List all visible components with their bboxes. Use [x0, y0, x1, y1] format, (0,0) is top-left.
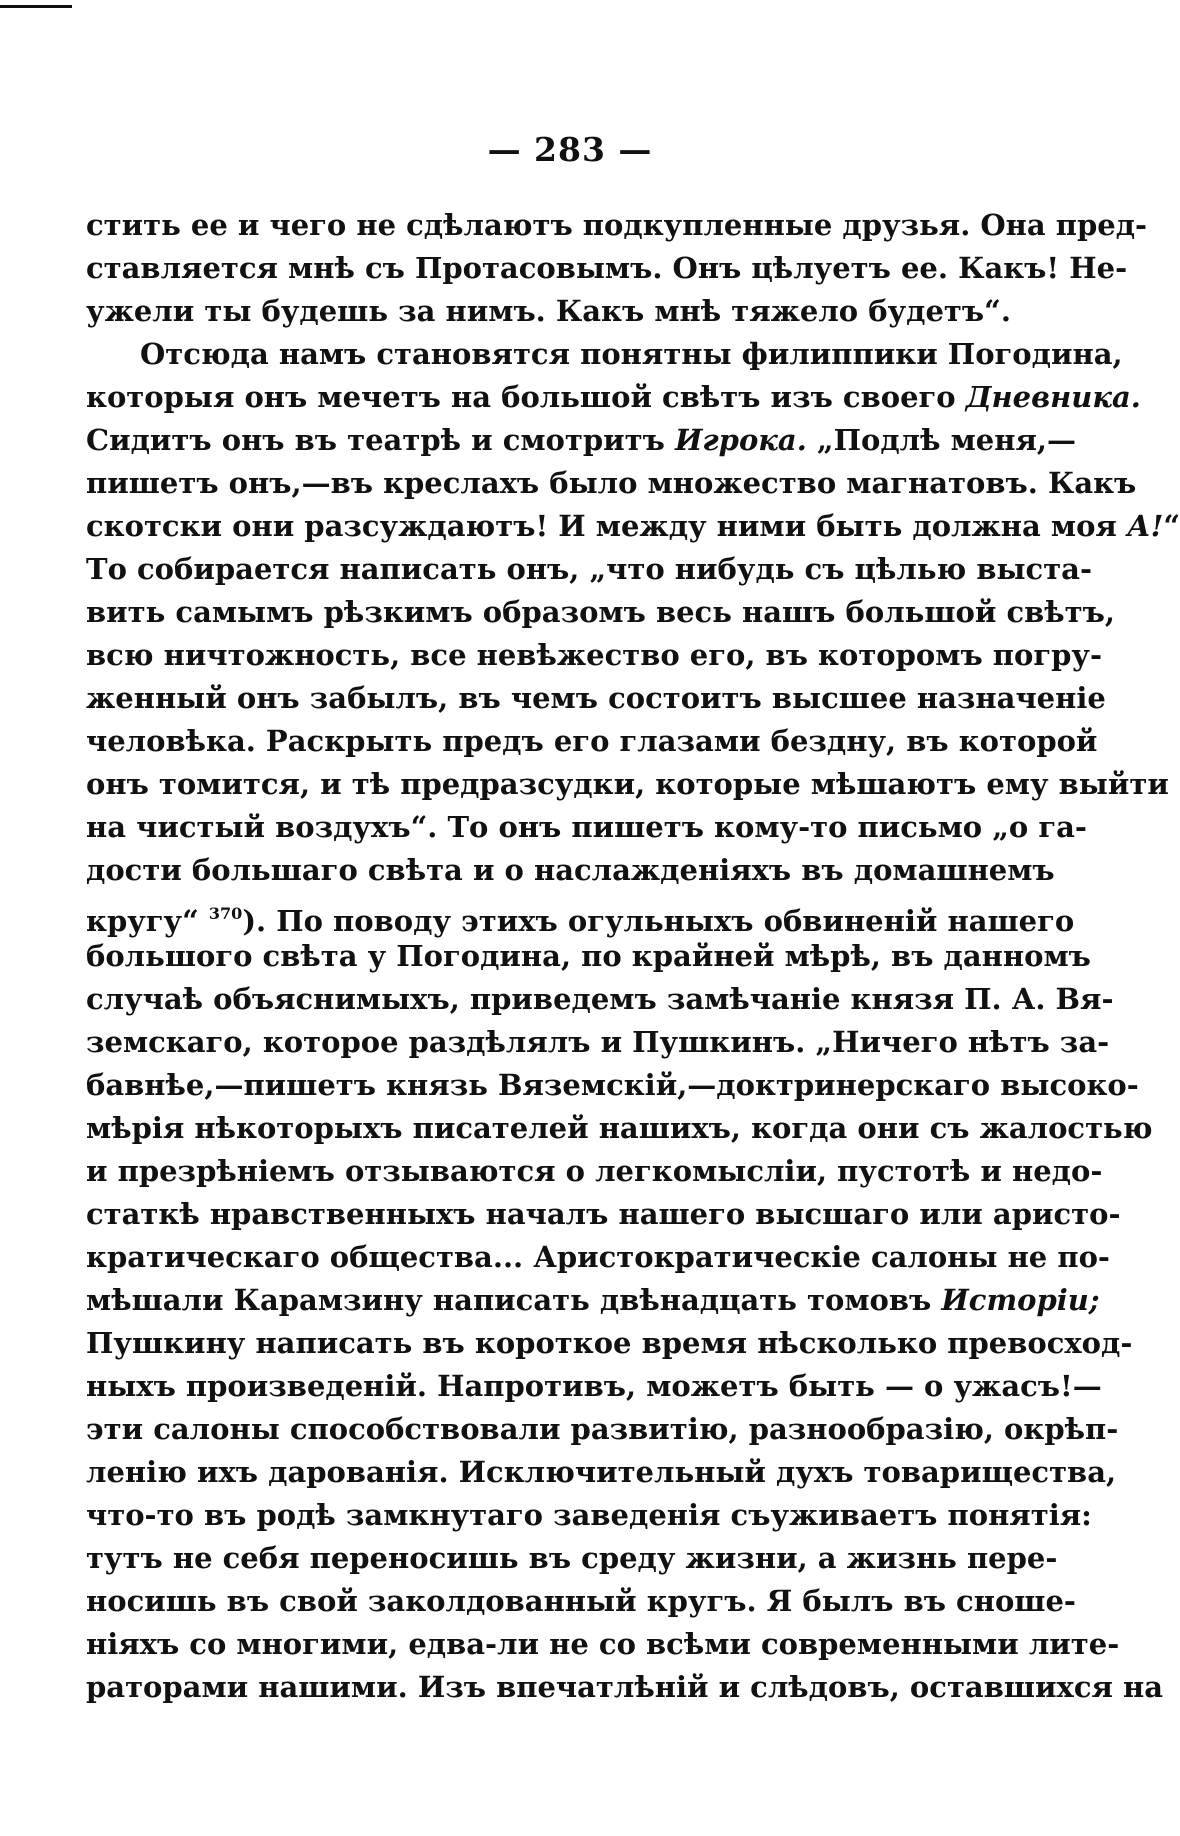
text-segment: вить самымъ рѣзкимъ образомъ весь нашъ большой свѣтъ, — [86, 595, 1115, 629]
text-line — [86, 505, 1180, 548]
text-segment: и презрѣніемъ отзываются о легкомысліи, пустотѣ и недо- — [86, 1154, 1103, 1188]
text-segment: ніяхъ со многими, едва-ли не со всѣми современными лите- — [86, 1627, 1120, 1661]
text-segment: пишетъ онъ,—въ креслахъ было множество магнатовъ. Какъ — [86, 466, 1137, 500]
text-line — [86, 1021, 1110, 1064]
text-segment: тутъ не себя переносишь въ среду жизни, а жизнь пере- — [86, 1541, 1058, 1575]
text-line — [86, 677, 1106, 720]
text-line — [86, 591, 1115, 634]
text-line — [86, 892, 1075, 938]
text-segment: статкѣ нравственныхъ началъ нашего высшаго или аристо- — [86, 1197, 1121, 1231]
text-segment: “ — [1163, 509, 1180, 543]
text-segment: кругу“ — [86, 904, 209, 938]
text-line — [86, 419, 1076, 462]
text-segment: То собирается написать онъ, „что нибудь съ цѣлью выста- — [86, 552, 1093, 586]
text-segment: стить ее и чего не сдѣлаютъ подкупленные друзья. Она пред- — [86, 208, 1148, 242]
text-segment: что-то въ родѣ замкнутаго заведенія съуживаетъ понятія: — [86, 1498, 1092, 1532]
text-line — [86, 1623, 1120, 1666]
top-edge-rule — [0, 5, 72, 8]
text-segment: Пушкину написать въ короткое время нѣсколько превосход- — [86, 1326, 1133, 1360]
text-line — [86, 1322, 1133, 1365]
text-line — [86, 849, 1055, 892]
text-segment: Отсюда намъ становятся понятны филиппики Погодина, — [140, 337, 1123, 371]
text-line — [86, 376, 1141, 419]
text-line — [86, 1666, 1164, 1709]
italic-text: Дневника. — [965, 380, 1141, 414]
text-segment: эти салоны способствовали развитію, разнообразію, окрѣп- — [86, 1412, 1119, 1446]
text-line — [86, 462, 1137, 505]
text-segment: женный онъ забылъ, въ чемъ состоитъ высшее назначеніе — [86, 681, 1106, 715]
text-segment: большого свѣта у Погодина, по крайней мѣрѣ, въ данномъ — [86, 939, 1091, 973]
text-segment: на чистый воздухъ“. То онъ пишетъ кому-то письмо „о га- — [86, 810, 1087, 844]
text-line — [86, 1150, 1103, 1193]
text-segment: ужели ты будешь за нимъ. Какъ мнѣ тяжело будетъ“. — [86, 294, 1011, 328]
text-line — [86, 1064, 1139, 1107]
text-line — [86, 1279, 1100, 1322]
text-line — [86, 1365, 1102, 1408]
text-segment: Сидитъ онъ въ театрѣ и смотритъ — [86, 423, 675, 457]
text-line — [86, 935, 1091, 978]
text-line — [86, 204, 1148, 247]
text-line — [86, 978, 1114, 1021]
text-segment: мѣшали Карамзину написать двѣнадцать томовъ — [86, 1283, 942, 1317]
page-number: — 283 — — [487, 130, 653, 169]
text-segment: земскаго, которое раздѣлялъ и Пушкинъ. „Ничего нѣтъ за- — [86, 1025, 1110, 1059]
text-segment: раторами нашими. Изъ впечатлѣній и слѣдовъ, оставшихся на — [86, 1670, 1164, 1704]
text-line — [86, 1236, 1110, 1279]
text-segment: ленію ихъ дарованія. Исключительный духъ товарищества, — [86, 1455, 1117, 1489]
text-segment: ). По поводу этихъ огульныхъ обвиненій нашего — [242, 904, 1075, 938]
text-line — [86, 247, 1128, 290]
italic-text: Исторіи; — [941, 1283, 1100, 1317]
text-line — [86, 806, 1087, 849]
text-line — [86, 1580, 1076, 1623]
text-segment: носишь въ свой заколдованный кругъ. Я былъ въ сноше- — [86, 1584, 1076, 1618]
text-line — [86, 763, 1169, 806]
text-segment: дости большаго свѣта и о наслажденіяхъ въ домашнемъ — [86, 853, 1055, 887]
text-line — [86, 290, 1011, 333]
text-segment: кратическаго общества... Аристократическіе салоны не по- — [86, 1240, 1110, 1274]
text-line — [86, 634, 1103, 677]
text-line — [86, 1494, 1092, 1537]
body-text — [86, 204, 1180, 1709]
italic-text: Игрока. — [674, 423, 807, 457]
footnote-reference: 370 — [208, 904, 243, 923]
text-segment: которыя онъ мечетъ на большой свѣтъ изъ своего — [86, 380, 966, 414]
text-segment: „Подлѣ меня,— — [806, 423, 1076, 457]
text-segment: скотски они разсуждаютъ! И между ними быть должна моя — [86, 509, 1127, 543]
text-segment: мѣрія нѣкоторыхъ писателей нашихъ, когда они съ жалостью — [86, 1111, 1153, 1145]
text-line — [86, 1107, 1153, 1150]
text-line — [86, 1408, 1119, 1451]
text-segment: человѣка. Раскрыть предъ его глазами бездну, въ которой — [86, 724, 1098, 758]
text-segment: случаѣ объяснимыхъ, приведемъ замѣчаніе князя П. А. Вя- — [86, 982, 1114, 1016]
text-segment: ныхъ произведеній. Напротивъ, можетъ быть — о ужасъ!— — [86, 1369, 1102, 1403]
text-segment: всю ничтожность, все невѣжество его, въ которомъ погру- — [86, 638, 1103, 672]
text-line — [86, 1451, 1117, 1494]
text-segment: ставляется мнѣ съ Протасовымъ. Онъ цѣлуетъ ее. Какъ! Не- — [86, 251, 1128, 285]
text-line — [86, 548, 1093, 591]
italic-text: А! — [1126, 509, 1164, 543]
text-line — [86, 720, 1098, 763]
text-line — [86, 333, 1123, 376]
text-segment: онъ томится, и тѣ предразсудки, которые мѣшаютъ ему выйти — [86, 767, 1169, 801]
text-line — [86, 1537, 1058, 1580]
text-line — [86, 1193, 1121, 1236]
text-segment: бавнѣе,—пишетъ князь Вяземскій,—доктринерскаго высоко- — [86, 1068, 1139, 1102]
